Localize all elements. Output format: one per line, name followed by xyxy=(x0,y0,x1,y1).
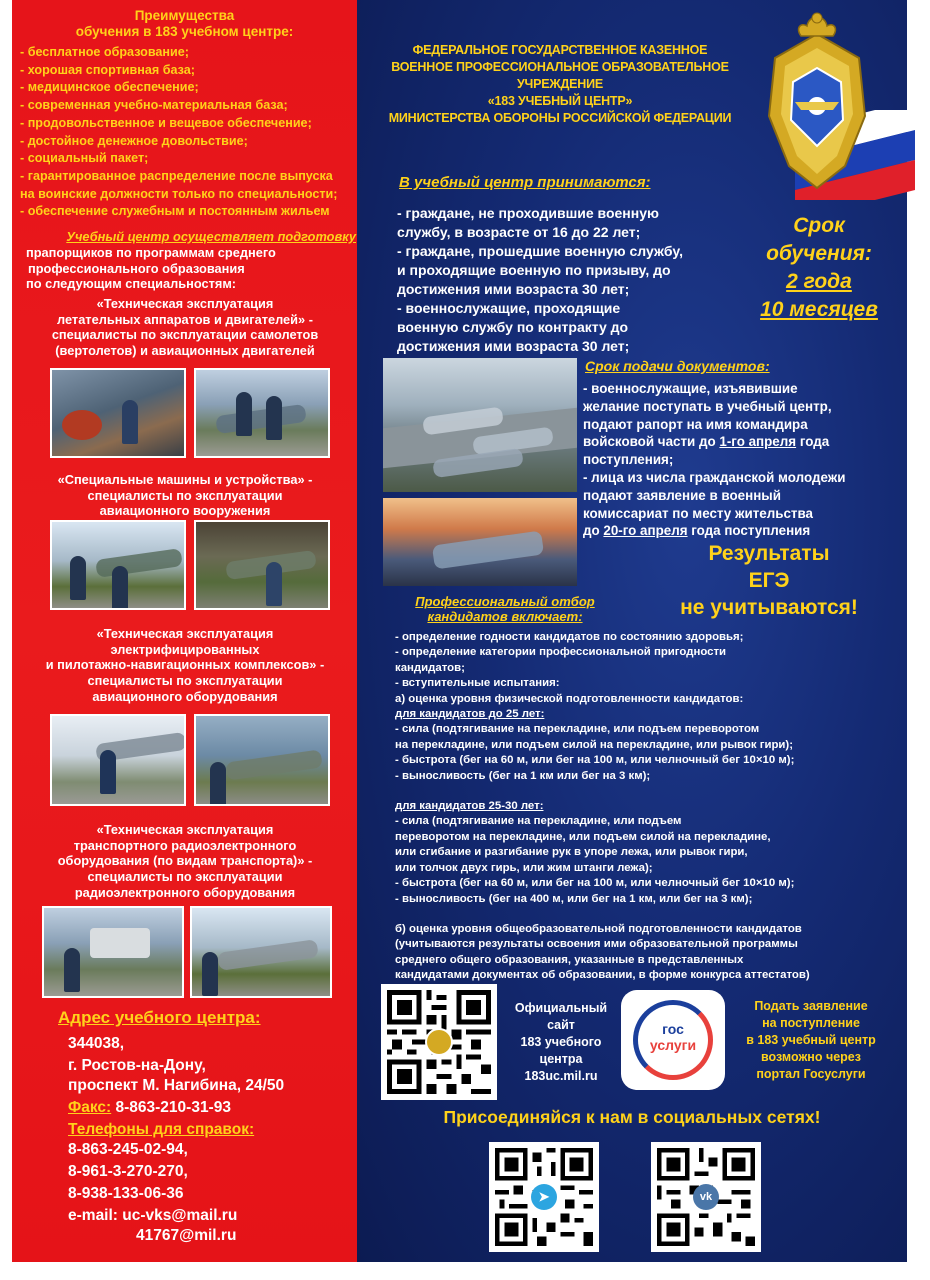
photo-airfield-fighters xyxy=(383,358,577,492)
official-site: Официальный сайт 183 учебного центра 183uc.mil.ru xyxy=(507,1000,615,1085)
address-city: г. Ростов-на-Дону, xyxy=(68,1057,206,1074)
list-item: - обеспечение служебным и постоянным жильем xyxy=(20,204,330,219)
study-term: Срок обучения: 2 года 10 месяцев xyxy=(760,214,878,321)
photo-aircraft-technicians xyxy=(194,368,330,458)
training-block xyxy=(26,229,356,292)
training-line: по следующим специальностям: xyxy=(26,276,237,292)
phone-number[interactable]: 8-938-133-06-36 xyxy=(68,1185,184,1202)
admission-list: - граждане, не проходившие военную службу, в возрасте от 16 до 22 лет; - граждане, прошедшие военную службу, и проходящие военную по призыву, до достижения ими возраста 30 лет; - военнослужащие, проходящие военную службу по контракту до достижения ими возраста 30 лет; xyxy=(397,205,683,354)
list-item: - медицинское обеспечение; xyxy=(20,80,199,95)
left-panel xyxy=(12,0,357,1262)
telegram-icon: ➤ xyxy=(531,1184,557,1210)
photo-sunset-fighter xyxy=(383,498,577,586)
fax-line xyxy=(68,1098,231,1118)
specialty-1: «Техническая эксплуатация летательных аппаратов и двигателей» - специалисты по эксплуатации самолетов (вертолетов) и авиационных двигателей xyxy=(51,296,319,359)
photo-helicopter-armament xyxy=(50,520,186,610)
training-heading: Учебный центр осуществляет подготовку xyxy=(66,229,356,244)
apply-notice: Подать заявление на поступление в 183 учебный центр возможно через портал Госуслуги xyxy=(746,999,876,1081)
fax-label: Факс: xyxy=(68,1099,112,1116)
email-link[interactable]: uc-vks@mail.ru xyxy=(122,1207,238,1224)
training-line: профессионального образования xyxy=(28,260,245,276)
list-item: на воинские должности только по специальности; xyxy=(20,186,338,201)
site-qr-code[interactable] xyxy=(381,984,497,1100)
ege-notice: Результаты ЕГЭ не учитываются! xyxy=(680,542,858,619)
photo-su24-aircraft xyxy=(190,906,332,998)
military-emblem-icon xyxy=(747,6,887,196)
training-line: прапорщиков по программам среднего xyxy=(26,244,276,260)
gosuslugi-logo[interactable]: гос услуги xyxy=(621,990,725,1090)
right-panel xyxy=(357,0,907,1262)
address-street: проспект М. Нагибина, 24/50 xyxy=(68,1077,285,1094)
site-link[interactable]: 183uc.mil.ru xyxy=(524,1069,598,1083)
specialty-3: «Техническая эксплуатация электрифицированных и пилотажно-навигационных комплексов» - специалисты по эксплуатации авиационного оборудования xyxy=(45,626,325,704)
advantages-title: Преимущества обучения в 183 учебном центре: xyxy=(75,8,294,39)
institution-header: ФЕДЕРАЛЬНОЕ ГОСУДАРСТВЕННОЕ КАЗЕННОЕ ВОЕННОЕ ПРОФЕССИОНАЛЬНОЕ ОБРАЗОВАТЕЛЬНОЕ УЧРЕЖДЕНИЕ «183 УЧЕБНЫЙ ЦЕНТР» МИНИСТЕРСТВА ОБОРОНЫ РОССИЙСКОЙ ФЕДЕРАЦИИ xyxy=(388,43,732,125)
address-zip: 344038, xyxy=(68,1035,125,1052)
fax-number: 8-863-210-31-93 xyxy=(111,1099,231,1116)
selection-heading: Профессиональный отбор кандидатов включает: xyxy=(415,594,595,624)
email-label: e-mail: xyxy=(68,1207,123,1224)
documents-heading: Срок подачи документов: xyxy=(585,358,770,374)
list-item: - бесплатное образование; xyxy=(20,45,189,59)
photo-aircraft-on-stand xyxy=(194,714,330,806)
admission-heading: В учебный центр принимаются: xyxy=(399,174,651,191)
telegram-qr-code[interactable] xyxy=(489,1142,599,1252)
specialty-2: «Специальные машины и устройства» - специалисты по эксплуатации авиационного вооружения xyxy=(57,472,313,519)
vk-qr-code[interactable] xyxy=(651,1142,761,1252)
selection-details: - определение годности кандидатов по состоянию здоровья; - определение категории профессиональной пригодности кандидатов; - вступительные испытания: а) оценка уровня физической подготовленности кандидатов: для кандидатов до 25 лет: - сила (подтягивание на перекладине, или подъем переворотом на перекладине, или подъем силой на перекладине, или рывок гири); - быстрота (бег на 60 м, или бег на 100 м, или челночный бег 10×10 м); - выносливость (бег на 1 км или бег на 3 км); для кандидатов 25-30 лет: - сила (подтягивание на перекладине, или подъем переворотом на перекладине, или подъем силой на перекладине, или сгибание и разгибание рук в упоре лежа, или рывок гири, или толчок двух гирь, или жим штанги лежа); - быстрота (бег на 60 м, или бег на 100 м, или челночный бег 10×10 м); - выносливость (бег на 400 м, или бег на 1 км, или бег на 3 км); б) оценка уровня общеобразовательной подготовленности кандидатов (учитываются результаты освоения ими образовательной программы среднего общего образования, указанные в представленных кандидатами документах об образовании, в форме конкурса аттестатов) xyxy=(395,631,810,982)
email-link[interactable]: 41767@mil.ru xyxy=(136,1227,237,1244)
photo-radio-equipment xyxy=(42,906,184,998)
documents-text: - военнослужащие, изъявившие желание поступать в учебный центр, подают рапорт на имя командира войсковой части до 1-го апреля года поступления; - лица из числа гражданской молодежи подают заявление в военный комиссариат по месту жительства до 20-го апреля года поступления xyxy=(583,381,846,539)
specialty-4: «Техническая эксплуатация транспортного радиоэлектронного оборудования (по видам транспорта)» - специалисты по эксплуатации радиоэлектронного оборудования xyxy=(57,822,313,900)
phone-number[interactable]: 8-863-245-02-94, xyxy=(68,1141,188,1158)
vk-icon: vk xyxy=(693,1184,719,1210)
photo-airfield-signal xyxy=(194,520,330,610)
list-item: - хорошая спортивная база; xyxy=(20,62,195,77)
social-title: Присоединяйся к нам в социальных сетях! xyxy=(443,1107,821,1127)
address-title: Адрес учебного центра: xyxy=(58,1008,261,1027)
list-item: - современная учебно-материальная база; xyxy=(20,98,288,113)
photo-engine-maintenance xyxy=(50,368,186,458)
advantages-list xyxy=(20,44,360,221)
list-item: - достойное денежное довольствие; xyxy=(20,133,248,148)
list-item: - гарантированное распределение после выпуска xyxy=(20,168,333,183)
photo-avionics-check xyxy=(50,714,186,806)
list-item: - продовольственное и вещевое обеспечение; xyxy=(20,115,312,130)
phone-number[interactable]: 8-961-3-270-270, xyxy=(68,1163,188,1180)
phones-label: Телефоны для справок: xyxy=(68,1121,255,1138)
list-item: - социальный пакет; xyxy=(20,151,149,166)
email-line xyxy=(68,1206,237,1226)
